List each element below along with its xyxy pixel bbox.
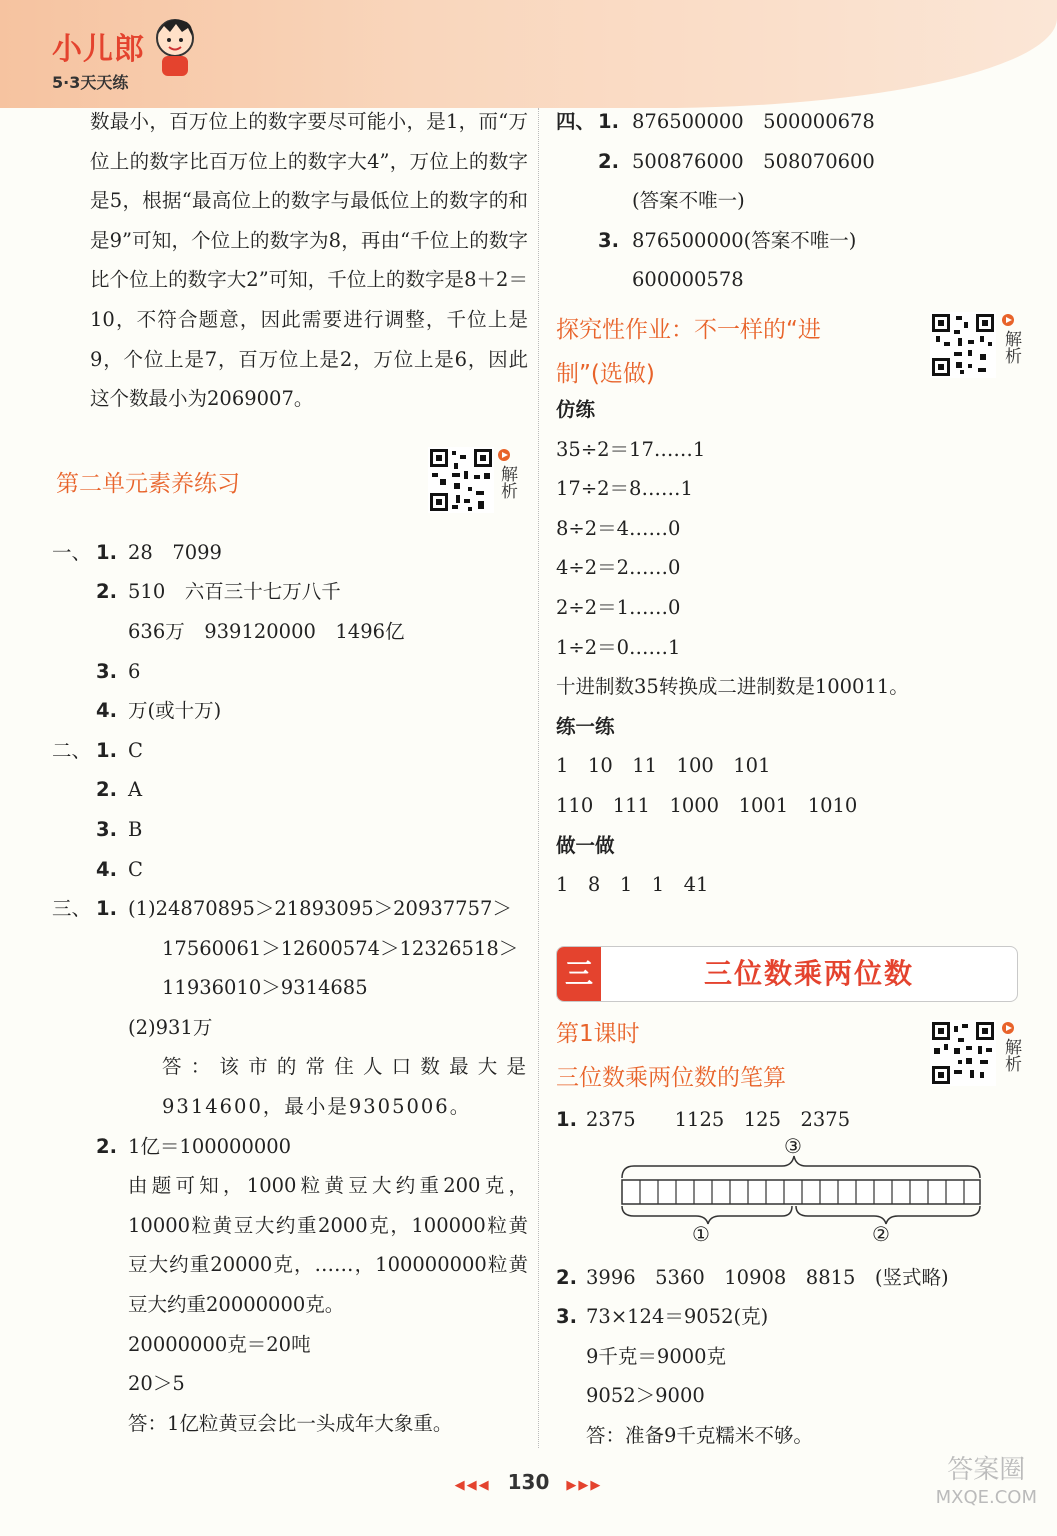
answer-line: [556, 1337, 1026, 1377]
subheading: 练一练: [556, 714, 615, 738]
item-number: 1.: [96, 897, 117, 921]
answer-line: [48, 850, 528, 890]
answer-text: 万(或十万): [128, 699, 222, 723]
section-header: [48, 419, 528, 545]
intro-paragraph: 数最小，百万位上的数字要尽可能小，是1，而“万位上的数字比百万位上的数字大4”，万位上的数字是5，根据“最高位上的数字与最低位上的数字的和是9”可知，个位上的数字为8，再由“千位上的数字比个位上的数字大2”可知，千位上的数字是8＋2＝10，不符合题意，因此需要进行调整，千位上是9，个位上是7，百万位上是2，万位上是6，因此这个数最小为2069007。: [90, 110, 528, 411]
qr-code-icon[interactable]: [930, 312, 996, 378]
answer-text: 9052＞9000: [586, 1384, 705, 1408]
answer-line: [48, 968, 528, 1008]
answer-line: [48, 612, 528, 652]
answer-line: [48, 929, 528, 969]
qr-label: 解析: [1001, 1038, 1021, 1072]
series-name: 5·3天天练: [52, 73, 129, 92]
answer-text: 1 8 1 1 41: [556, 873, 709, 897]
division-line: 4÷2＝2……0: [556, 556, 681, 580]
answer-text: 876500000 500000678: [632, 110, 875, 133]
item-number: 2.: [556, 1265, 577, 1289]
answer-text: 11936010＞9314685: [162, 976, 368, 1000]
item-number: 2.: [96, 778, 117, 802]
explore-title: [556, 308, 821, 396]
answer-line: [556, 1297, 1026, 1337]
answer-text: (1)24870895＞21893095＞20937757＞: [128, 897, 512, 921]
division-line: 35÷2＝17……1: [556, 437, 706, 461]
answer-line: [556, 1376, 1026, 1416]
answer-line: [48, 652, 528, 692]
answer-text: 500876000 508070600: [632, 149, 875, 173]
answer-text: B: [128, 817, 143, 841]
brace-label-right: ②: [872, 1221, 890, 1246]
answer-text: 600000578: [632, 268, 744, 292]
play-icon: [498, 449, 510, 461]
answer-text: 17560061＞12600574＞12326518＞: [162, 936, 519, 960]
item-number: 4.: [96, 699, 117, 723]
watermark-url: MXQE.COM: [935, 1487, 1037, 1508]
column-divider: [538, 108, 539, 1448]
answer-line: [556, 1416, 1026, 1456]
answer-text: 3996 5360 10908 8815 (竖式略): [586, 1265, 949, 1289]
qr-label: 解析: [1001, 329, 1021, 364]
unit-title: 三位数乘两位数: [703, 957, 914, 990]
answer-text: A: [128, 778, 143, 802]
answer-line: [550, 102, 1020, 142]
answer-text: 636万 939120000 1496亿: [128, 619, 405, 643]
qr-label: 解析: [497, 464, 517, 499]
answer-line: [48, 1008, 528, 1048]
answer-text: 9千克＝9000克: [586, 1344, 727, 1368]
item-number: 1.: [96, 738, 117, 762]
unit-banner: [556, 946, 1018, 1002]
mascot-icon: [152, 16, 198, 78]
answer-text: (2)931万: [128, 1015, 213, 1039]
answer-text: 6: [128, 659, 141, 683]
item-number: 3.: [96, 659, 117, 683]
answer-line: [48, 770, 528, 810]
item-number: 3.: [96, 817, 117, 841]
right-column: [550, 100, 1020, 905]
qr-code-icon[interactable]: [930, 1020, 996, 1086]
lesson-section: [556, 1012, 1026, 1456]
answer-text: 1亿＝100000000: [128, 1134, 292, 1158]
item-number: 2.: [96, 580, 117, 604]
answer-line: [48, 1404, 528, 1444]
section-number: 二、: [52, 738, 92, 762]
play-icon: [1002, 314, 1014, 326]
division-line: 8÷2＝4……0: [556, 516, 681, 540]
answer-text: 28 7099: [128, 540, 222, 564]
lesson-number: 第1课时: [556, 1021, 640, 1047]
explore-header: [550, 300, 1020, 390]
answer-text: 73×124＝9052(克): [586, 1305, 769, 1329]
unit-number: 三: [557, 947, 601, 1001]
answer-text: 2375 1125 125 2375: [586, 1108, 851, 1131]
answer-line: [48, 691, 528, 731]
answer-text: 答：准备9千克糯米不够。: [586, 1423, 813, 1447]
answer-line: [48, 572, 528, 612]
answer-text: 20000000克＝20吨: [128, 1332, 311, 1356]
answer-line: [48, 1325, 528, 1365]
answer-text: C: [128, 857, 143, 881]
item-number: 1.: [598, 110, 619, 133]
division-list: [550, 430, 1020, 668]
conversion-result: 十进制数35转换成二进制数是100011。: [556, 675, 909, 699]
qr-code-icon[interactable]: [428, 447, 494, 513]
explore-title-line: 制”(选做): [556, 360, 655, 387]
page-number: [0, 1470, 1057, 1494]
answer-line: [48, 731, 528, 771]
brand-name: 小儿郎: [52, 32, 145, 67]
answer-text: (答案不唯一): [632, 189, 745, 213]
section-number: 三、: [52, 897, 92, 921]
brace-label-left: ①: [692, 1221, 710, 1246]
answer-text: 110 111 1000 1001 1010: [556, 793, 858, 817]
prev-arrows-icon: ◀◀◀: [454, 1478, 491, 1493]
answer-line: [48, 889, 528, 929]
answer-line: [550, 181, 1020, 221]
answer-text: 答：1亿粒黄豆会比一头成年大象重。: [128, 1411, 453, 1435]
answer-line: [556, 1258, 1026, 1298]
item-number: 2.: [598, 149, 619, 173]
item-number: 3.: [598, 228, 619, 252]
division-line: 17÷2＝8……1: [556, 477, 693, 501]
answer-line: [550, 142, 1020, 182]
answer-text: 1 10 11 100 101: [556, 754, 771, 778]
answer-line: [550, 221, 1020, 261]
brand-logo: [52, 24, 145, 93]
watermark-text: 答案圈: [947, 1455, 1026, 1485]
answer-text: C: [128, 738, 143, 762]
digit-diagram: [556, 1133, 1026, 1258]
division-line: 2÷2＝1……0: [556, 595, 681, 619]
page-number-text: 130: [507, 1470, 550, 1494]
play-icon: [1002, 1022, 1014, 1034]
answer-paragraph: 由题可知，1000粒黄豆大约重200克，10000粒黄豆大约重2000克，100000粒黄豆大约重20000克，……，100000000粒黄豆大约重20000000克。: [128, 1174, 528, 1317]
explore-title-line: 探究性作业：不一样的“进: [556, 316, 821, 343]
answer-text: 20＞5: [128, 1372, 185, 1396]
brace-label-top: ③: [784, 1133, 802, 1158]
item-number: 1.: [556, 1108, 577, 1131]
item-number: 4.: [96, 857, 117, 881]
item-number: 3.: [556, 1305, 577, 1329]
watermark: [936, 1456, 1037, 1512]
answer-line: [48, 533, 528, 573]
answer-line: [48, 1127, 528, 1167]
answer-text: 876500000(答案不唯一): [632, 228, 857, 252]
subheading: 仿练: [556, 397, 596, 421]
answer-line: [48, 1364, 528, 1404]
subheading: 做一做: [556, 833, 615, 857]
answer-text: 510 六百三十七万八千: [128, 580, 341, 604]
answer-paragraph: 答：该市的常住人口数最大是9314600，最小是9305006。: [162, 1055, 528, 1119]
next-arrows-icon: ▶▶▶: [566, 1478, 603, 1493]
answer-line: [550, 260, 1020, 300]
section-number: 四、: [556, 110, 596, 133]
answer-line: [48, 810, 528, 850]
item-number: 2.: [96, 1134, 117, 1158]
item-number: 1.: [96, 540, 117, 564]
left-column: [48, 100, 528, 1443]
division-line: 1÷2＝0……1: [556, 635, 681, 659]
lesson-title: 三位数乘两位数的笔算: [556, 1065, 786, 1091]
section-title: 第二单元素养练习: [56, 470, 240, 497]
section-number: 一、: [52, 540, 92, 564]
